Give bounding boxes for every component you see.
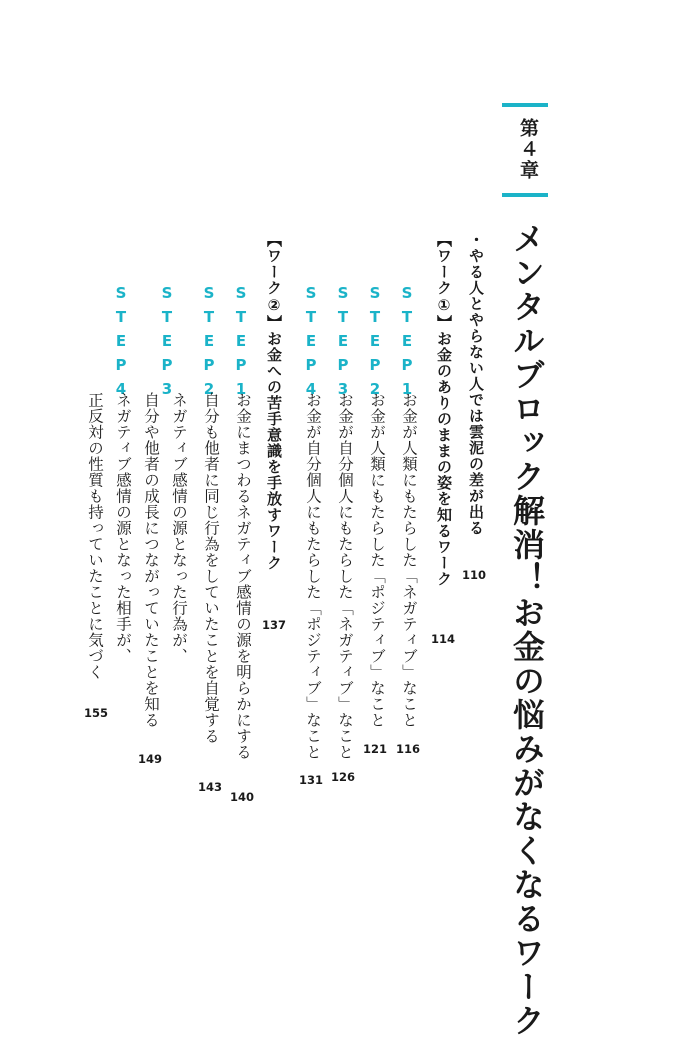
toc-entry-text-line2: 正反対の性質も持っていたことに気づく <box>86 392 104 680</box>
toc-entry-text: お金が自分個人にもたらした「ネガティブ」なこと <box>336 392 354 760</box>
toc-entry-text: お金にまつわるネガティブ感情の源を明らかにする <box>234 392 252 760</box>
toc-entry-text: お金が人類にもたらした「ネガティブ」なこと <box>400 392 418 728</box>
toc-section-heading: ・やる人とやらない人では雲泥の差が出る <box>467 232 485 536</box>
step-label: STEP3 <box>158 284 176 404</box>
chapter-bottom-bar <box>502 193 548 197</box>
page-number: 155 <box>84 706 109 720</box>
step-label: STEP4 <box>112 284 130 404</box>
page-number: 126 <box>331 770 356 784</box>
page-number: 131 <box>299 773 324 787</box>
page-number: 114 <box>431 632 456 646</box>
step-label: STEP2 <box>366 284 384 404</box>
step-label: STEP1 <box>232 284 250 404</box>
toc-work-heading: 【ワーク②】お金への苦手意識を手放すワーク <box>265 232 283 571</box>
page-number: 137 <box>262 618 287 632</box>
page-number: 110 <box>462 568 487 582</box>
toc-entry-text: お金が人類にもたらした「ポジティブ」なこと <box>368 392 386 728</box>
toc-entry-text: 自分も他者に同じ行為をしていたことを自覚する <box>202 392 220 744</box>
page-number: 140 <box>230 790 255 804</box>
step-label: STEP4 <box>302 284 320 404</box>
chapter-title: メンタルブロック解消！お金の悩みがなくなるワーク <box>508 222 546 1038</box>
toc-entry-text: お金が自分個人にもたらした「ポジティブ」なこと <box>304 392 322 760</box>
toc-entry-text-line2: 自分や他者の成長につながっていたことを知る <box>142 392 160 728</box>
step-label: STEP1 <box>398 284 416 404</box>
step-label: STEP2 <box>200 284 218 404</box>
page-number: 143 <box>198 780 223 794</box>
page-number: 121 <box>363 742 388 756</box>
page-number: 149 <box>138 752 163 766</box>
toc-work-heading: 【ワーク①】お金のありのままの姿を知るワーク <box>435 232 453 587</box>
toc-entry-text-line1: ネガティブ感情の源となった行為が、 <box>170 392 188 664</box>
toc-entry-text-line1: ネガティブ感情の源となった相手が、 <box>114 392 132 664</box>
chapter-label: 第４章 <box>517 118 539 181</box>
page-number: 116 <box>396 742 421 756</box>
step-label: STEP3 <box>334 284 352 404</box>
chapter-top-bar <box>502 103 548 107</box>
